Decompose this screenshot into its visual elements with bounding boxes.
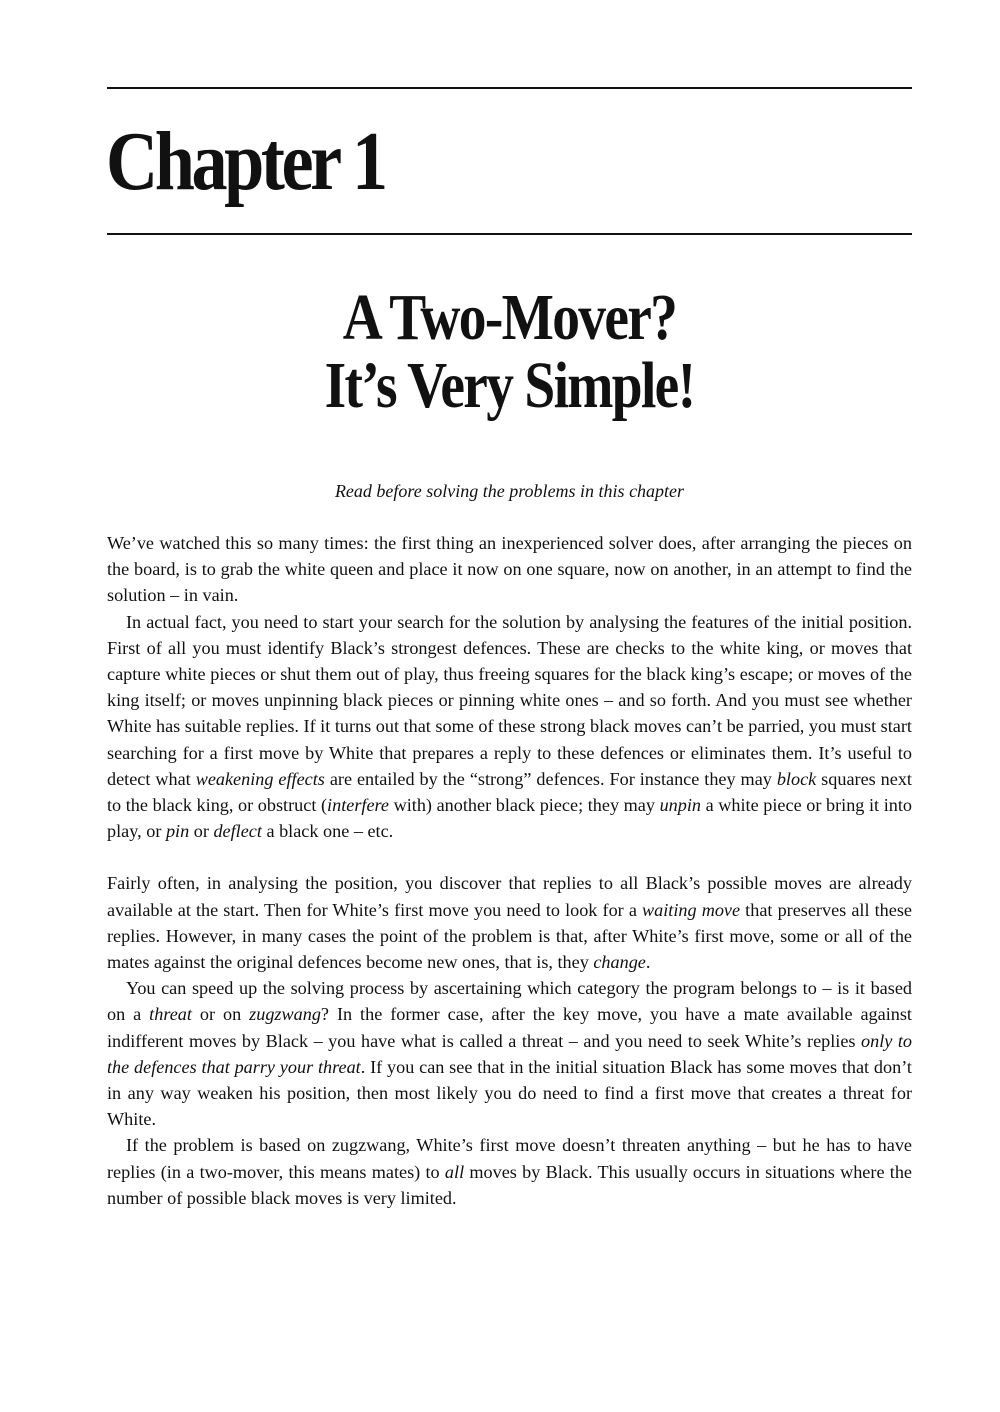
emphasis-unpin: unpin	[659, 795, 701, 816]
paragraph-3-text: Fairly often, in analysing the position, you discover that replies to all Black’s possible moves are already available at the start. Then for White’s first move you need to look for a	[107, 873, 912, 920]
chapter-title	[107, 281, 912, 422]
paragraph-2-text: In actual fact, you need to start your search for the solution by analysing the features of the initial position. First of all you must identify Black’s strongest defences. These are checks to the white king, or moves that capture white pieces or shut them out of play, thus freeing squares for the black king’s escape; or moves of the king itself; or moves unpinning black pieces or pinning white ones – and so forth. And you must see whether White has suitable replies. If it turns out that some of these strong black moves can’t be parried, you must start searching for a first move by White that prepares a reply to these defences or eliminates them. It’s useful to detect what	[107, 611, 912, 789]
paragraph-5-text: moves by Black. This usually occurs in situations where the number of possible black moves is very limited.	[107, 1161, 913, 1208]
emphasis-waiting-move: waiting move	[642, 899, 741, 920]
paragraph-2-text: with) another black piece; they may	[389, 795, 660, 816]
paragraph-2-text: a white piece or bring it into play, or	[107, 795, 912, 842]
emphasis-zugzwang: zugzwang	[249, 1004, 321, 1025]
paragraph-2	[107, 609, 912, 845]
paragraph-4-text: You can speed up the solving process by ascertaining which category the program belongs to – is it based on a	[107, 978, 912, 1025]
emphasis-threat: threat	[149, 1004, 192, 1025]
emphasis-change: change	[593, 952, 646, 973]
paragraph-4-text: or on	[191, 1004, 250, 1025]
body-text	[107, 530, 912, 1211]
emphasis-interfere: interfere	[327, 795, 389, 816]
paragraph-3-text: that preserves all these replies. However, in many cases the point of the problem is that, after White’s first move, some or all of the mates against the original defences become new ones, that is, they	[107, 899, 912, 973]
chapter-subtitle: Read before solving the problems in this chapter	[334, 481, 685, 501]
chapter-label: Chapter 1	[106, 115, 385, 208]
paragraph-5-text: If the problem is based on zugzwang, White’s first move doesn’t threaten anything – but he has to have replies (in a two-mover, this means mates) to	[107, 1135, 912, 1182]
emphasis-only-defences: only to the defences that parry your threat	[107, 1030, 912, 1077]
paragraph-5	[107, 1132, 912, 1211]
paragraph-2-text: are entailed by the “strong” defences. For instance they may	[324, 768, 777, 789]
paragraph-2-text: a black one – etc.	[261, 821, 394, 842]
paragraph-4-text: . If you can see that in the initial situation Black has some moves that don’t in any way weaken his position, then most likely you do need to find a first move that creates a threat for White.	[107, 1056, 912, 1130]
emphasis-weakening-effects: weakening effects	[195, 768, 325, 789]
paragraph-3-text: .	[645, 952, 651, 973]
chapter-title-line-2: It’s Very Simple!	[324, 349, 695, 422]
chapter-title-line-1: A Two-Mover?	[342, 281, 677, 354]
emphasis-deflect: deflect	[213, 821, 262, 842]
emphasis-block: block	[776, 768, 817, 789]
emphasis-pin: pin	[165, 821, 190, 842]
paragraph-1: We’ve watched this so many times: the first thing an inexperienced solver does, after arranging the pieces on the board, is to grab the white queen and place it now on one square, now on another, in an attempt to find the solution – in vain.	[107, 533, 912, 606]
paragraph-3	[107, 870, 912, 975]
emphasis-all: all	[444, 1161, 465, 1182]
paragraph-4	[107, 975, 912, 1132]
bottom-rule	[107, 233, 912, 235]
paragraph-2-text: or	[189, 821, 214, 842]
paragraph-2-text: squares next to the black king, or obstruct (	[107, 768, 912, 816]
paragraph-4-text: ? In the former case, after the key move, you have a mate available against indifferent moves by Black – you have what is called a threat – and you need to seek White’s replies	[107, 1004, 912, 1051]
top-rule	[107, 87, 912, 89]
